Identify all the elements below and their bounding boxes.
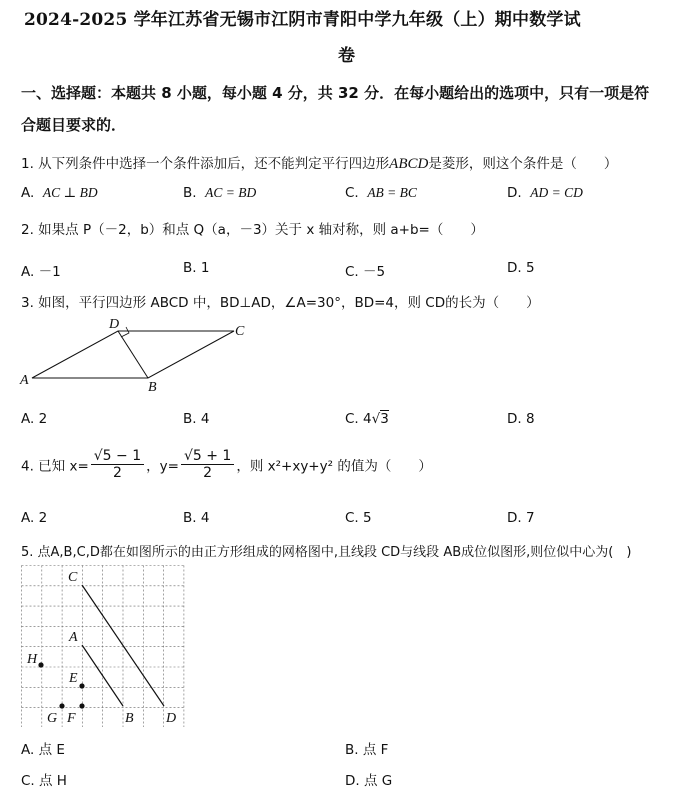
- point-e: [79, 683, 84, 688]
- section-heading-cont: 合题目要求的．: [21, 116, 127, 134]
- q2-option-b[interactable]: B. 1: [183, 260, 210, 276]
- q1-option-c[interactable]: C. AB = BC: [345, 185, 417, 201]
- q5-option-b[interactable]: B. 点 F: [345, 742, 389, 758]
- q1-option-a[interactable]: A. AC ⊥ BD: [21, 185, 98, 201]
- title-line-2: 卷: [338, 46, 356, 66]
- right-angle-mark: [121, 327, 129, 337]
- q3-option-c-radicand: 3: [380, 411, 389, 427]
- parallelogram-figure: [18, 316, 258, 394]
- label-d: D: [109, 317, 120, 332]
- q4-option-d[interactable]: D. 7: [507, 510, 535, 526]
- label-d: D: [166, 711, 177, 726]
- diagonal-bd: [118, 331, 148, 378]
- question-1-stem: 1. 从下列条件中选择一个条件添加后，还不能判定平行四边形ABCD是菱形，则这个条件是（ ）: [21, 156, 618, 172]
- label-c: C: [235, 324, 245, 339]
- q3-option-d[interactable]: D. 8: [507, 411, 535, 427]
- q1-option-b[interactable]: B. AC = BD: [183, 185, 257, 201]
- label-a: A: [20, 373, 29, 388]
- fraction-y: $\frac{√5 + 1}{2}$: [181, 448, 234, 481]
- q3-option-b[interactable]: B. 4: [183, 411, 210, 427]
- section-heading: 一、选择题：本题共 8 小题，每小题 4 分，共 32 分．在每小题给出的选项中，只有一项是符: [21, 84, 650, 102]
- q3-option-c[interactable]: C. 4√3: [345, 411, 389, 427]
- q4-option-a[interactable]: A. 2: [21, 510, 48, 526]
- question-4-stem: 4. 已知 x= $\frac{√5 - 1}{2}$ ，y= $\frac{√5 + 1}{2}$ ，则 x²+xy+y² 的值为（ ）: [21, 448, 432, 481]
- q1-var: ABCD: [389, 156, 429, 172]
- label-e: E: [69, 671, 78, 686]
- q5-option-a[interactable]: A. 点 E: [21, 742, 65, 758]
- page-title: [24, 5, 581, 30]
- label-f: F: [67, 711, 76, 726]
- label-b: B: [125, 711, 134, 726]
- q3-option-a[interactable]: A. 2: [21, 411, 48, 427]
- label-a: A: [69, 630, 78, 645]
- question-3-stem: 3. 如图，平行四边形 ABCD 中，BD⊥AD，∠A=30°，BD=4，则 CD的长为（ ）: [21, 295, 540, 311]
- q4-option-c[interactable]: C. 5: [345, 510, 372, 526]
- grid-lines: [22, 566, 184, 728]
- question-5-stem: 5. 点A,B,C,D都在如图所示的由正方形组成的网格图中,且线段 CD与线段 AB成位似图形,则位似中心为( ): [21, 545, 632, 560]
- q2-option-a[interactable]: A. －1: [21, 264, 61, 280]
- q2-option-d[interactable]: D. 5: [507, 260, 535, 276]
- question-2-stem: 2. 如果点 P（－2，b）和点 Q（a，－3）关于 x 轴对称，则 a+b=（ ）: [21, 222, 484, 238]
- point-g: [59, 703, 64, 708]
- fraction-x: $\frac{√5 - 1}{2}$: [91, 448, 144, 481]
- label-h: H: [27, 652, 38, 667]
- q5-option-c[interactable]: C. 点 H: [21, 773, 67, 789]
- point-h: [38, 662, 43, 667]
- q2-option-c[interactable]: C. －5: [345, 264, 386, 280]
- label-b: B: [148, 380, 157, 394]
- label-c: C: [68, 570, 78, 585]
- page-title-cont: [338, 41, 355, 66]
- q5-option-d[interactable]: D. 点 G: [345, 773, 393, 789]
- q1-option-d[interactable]: D. AD = CD: [507, 185, 583, 201]
- point-f: [79, 703, 84, 708]
- grid-figure: [21, 565, 187, 727]
- label-g: G: [47, 711, 58, 726]
- q4-option-b[interactable]: B. 4: [183, 510, 210, 526]
- title-line-1: 2024-2025 学年江苏省无锡市江阴市青阳中学九年级（上）期中数学试: [24, 10, 581, 30]
